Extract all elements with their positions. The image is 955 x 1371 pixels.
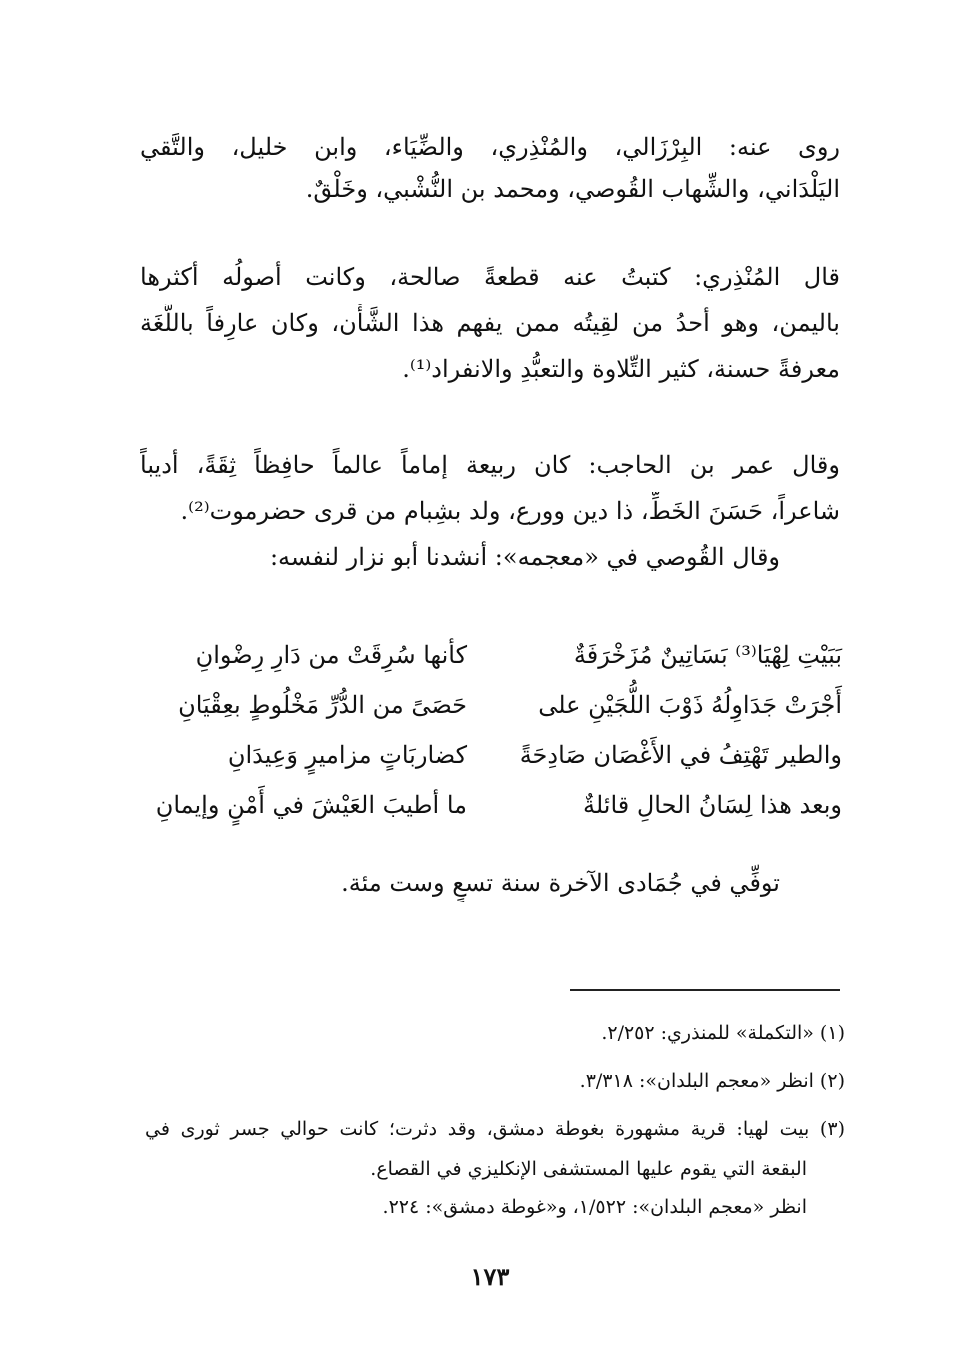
paragraph-2-line-2: باليمن، وهو أحدُ من لقِيتُه ممن يفهم هذا الشَّأْن، وكان عارِفاً باللُّغَة (140, 309, 840, 337)
footnote-1: (١) «التكملة» للمنذري: ٢/٢٥٢. (601, 1022, 845, 1044)
footnote-3-line-3: انظر «معجم البلدان»: ١/٥٢٢، و«غوطة دمشق»: ٢٢٤. (382, 1196, 807, 1218)
footnote-separator (570, 989, 840, 991)
verse-2-first-hemistich: أَجْرَتْ جَدَاوِلُهُ ذَوْبَ اللُّجَيْنِ على (538, 691, 842, 719)
death-date-line: توفِّي في جُمَادى الآخرة سنة تسعٍ وست مئة. (341, 869, 780, 897)
paragraph-3-line-1: وقال عمر بن الحاجب: كان ربيعة إماماً عالماً حافِظاً ثِقَةً، أديباً (140, 451, 840, 479)
paragraph-3-line-3: وقال القُوصي في «معجمه»: أنشدنا أبو نزار لنفسه: (269, 543, 780, 571)
verse-4-second-hemistich: ما أطيبَ العَيْشَ في أَمْنٍ وإيمانِ (155, 791, 467, 819)
page-number: ١٧٣ (470, 1262, 510, 1291)
footnote-2: (٢) انظر «معجم البلدان»: ٣/٣١٨. (579, 1070, 845, 1092)
paragraph-2-line-3: معرفةً حسنة، كثير التِّلاوة والتعبُّدِ والانفراد⁽¹⁾. (402, 355, 840, 383)
verse-1-first-hemistich: بَبَيْتِ لِهْيَا⁽³⁾ بَسَاتِينٌ مُزَخْرَفَةٌ (573, 641, 842, 669)
footnote-3-line-2: البقعة التي يقوم عليها المستشفى الإنكليزي في القصاع. (370, 1158, 807, 1180)
verse-3-first-hemistich: والطير تَهْتِفُ في الأَغْصَان صَادِحَةً (519, 741, 842, 769)
paragraph-3-line-2: شاعراً، حَسَنَ الخَطِّ، ذا دين وورع، ولد بشِبام من قرى حضرموت⁽²⁾. (180, 497, 840, 525)
verse-1-second-hemistich: كأنها سُرِقَتْ من دَارِ رِضْوانِ (195, 641, 467, 669)
footnote-3-line-1: (٣) بيت لهيا: قرية مشهورة بغوطة دمشق، وقد دثرت؛ كانت حوالي جسر ثورى في (145, 1118, 845, 1140)
paragraph-1-line-1: روى عنه: البِرْزَالي، والمُنْذِري، والضِّيَاء، وابن خليل، والتَّقي (140, 133, 840, 161)
paragraph-1-line-2: اليَلْدَاني، والشِّهاب القُوصي، ومحمد بن النُّشْبي، وخَلْقٌ. (305, 175, 840, 203)
paragraph-2-line-1: قال المُنْذِري: كتبتُ عنه قطعةً صالحة، وكانت أصولُه أكثرها (140, 263, 840, 291)
verse-4-first-hemistich: وبعد هذا لِسَانُ الحالِ قائلةٌ (582, 791, 842, 819)
verse-3-second-hemistich: كضاربَاتٍ مزاميرٍ وَعِيدَانِ (227, 741, 467, 769)
verse-2-second-hemistich: حَصَىً من الدُّرِّ مَخْلُوطٍ بعِقْيَانِ (178, 691, 467, 719)
